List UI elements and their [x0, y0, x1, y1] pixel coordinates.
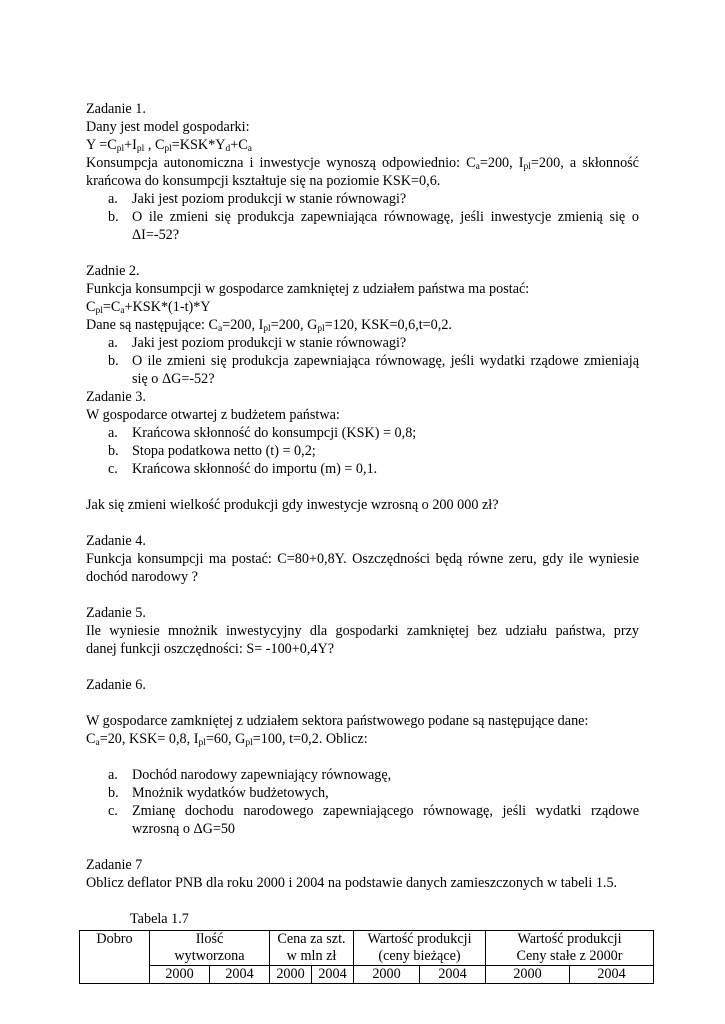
task-4-line-1: Funkcja konsumpcji ma postać: C=80+0,8Y. Oszczędności będą równe zeru, gdy ile wyniesie	[86, 551, 639, 567]
year-cell: 2004	[312, 966, 354, 984]
task-4-line-2: dochód narodowy ?	[86, 569, 198, 585]
task-6-item-c-cont: wzrosną o ΔG=50	[132, 821, 236, 837]
task-3-item-a: a. Krańcowa skłonność do konsumpcji (KSK) = 0,8;	[108, 425, 417, 441]
task-2-item-b-cont: się o ΔG=-52?	[132, 371, 215, 387]
task-3-item-b: b. Stopa podatkowa netto (t) = 0,2;	[108, 443, 316, 459]
table-header-row-2	[80, 948, 654, 966]
header-cena-1: Cena za szt.	[270, 931, 354, 949]
task-3-title: Zadanie 3.	[86, 389, 146, 405]
task-2-data: Dane są następujące: $C_a=200$, $I_{pl}=200$, $G_{pl}=120$, KSK=0,6,t=0,2.	[86, 317, 452, 334]
header-dobro: Dobro	[80, 931, 150, 984]
task-6-data: $C_a=20$, KSK= 0,8, $I_{pl}=60$, $G_{pl}=100$, t=0,2. Oblicz:	[86, 731, 368, 748]
header-wartosc-stale-1: Wartość produkcji	[486, 931, 654, 949]
year-cell: 2000	[354, 966, 420, 984]
task-1-description-line-2: krańcowa do konsumpcji kształtuje się na poziomie KSK=0,6.	[86, 173, 441, 189]
task-2-intro: Funkcja konsumpcji w gospodarce zamkniętej z udziałem państwa ma postać:	[86, 281, 530, 297]
task-6-item-b: b. Mnożnik wydatków budżetowych,	[108, 785, 329, 801]
task-7-title: Zadanie 7	[86, 857, 143, 873]
year-cell: 2000	[486, 966, 570, 984]
year-cell: 2000	[150, 966, 210, 984]
data-table	[79, 930, 654, 984]
task-5-line-1: Ile wyniesie mnożnik inwestycyjny dla gospodarki zamkniętej bez udziału państwa, przy	[86, 623, 639, 639]
task-1-item-a: a. Jaki jest poziom produkcji w stanie równowagi?	[108, 191, 407, 207]
task-1-description-line-1: Konsumpcja autonomiczna i inwestycje wynoszą odpowiednio: $C_a=200$, $I_{pl}=200$, a skłonność	[86, 155, 639, 172]
header-wartosc-biezace-2: (ceny bieżące)	[354, 948, 486, 966]
table-years-row	[80, 966, 654, 984]
header-cena-2: w mln zł	[270, 948, 354, 966]
task-2-title: Zadnie 2.	[86, 263, 140, 279]
task-2-consumption-function: $C_{pl}=C_a+KSK*(1-t)*Y$	[86, 299, 211, 316]
task-2-item-b: b. O ile zmieni się produkcja zapewniająca równowagę, jeśli wydatki rządowe zmieniają	[108, 353, 639, 369]
task-4-title: Zadanie 4.	[86, 533, 146, 549]
header-wartosc-biezace-1: Wartość produkcji	[354, 931, 486, 949]
header-wartosc-stale-2: Ceny stałe z 2000r	[486, 948, 654, 966]
task-3-question: Jak się zmieni wielkość produkcji gdy inwestycje wzrosną o 200 000 zł?	[86, 497, 499, 513]
task-5-line-2: danej funkcji oszczędności: S= -100+0,4Y?	[86, 641, 335, 657]
task-1-model-equation: $Y =C_{pl}+I_{pl}$ , $C_{pl}=KSK*Y_d+C_a$	[86, 137, 252, 154]
year-cell: 2004	[210, 966, 270, 984]
task-6-item-c: c. Zmianę dochodu narodowego zapewniającego równowagę, jeśli wydatki rządowe	[108, 803, 639, 819]
task-3-intro: W gospodarce otwartej z budżetem państwa:	[86, 407, 340, 423]
header-ilosc-1: Ilość	[150, 931, 270, 949]
header-ilosc-2: wytworzona	[150, 948, 270, 966]
task-6-item-a: a. Dochód narodowy zapewniający równowagę,	[108, 767, 392, 783]
year-cell: 2000	[270, 966, 312, 984]
task-6-intro: W gospodarce zamkniętej z udziałem sektora państwowego podane są następujące dane:	[86, 713, 589, 729]
task-3-item-c: c. Krańcowa skłonność do importu (m) = 0,1.	[108, 461, 378, 477]
task-7-line-1: Oblicz deflator PNB dla roku 2000 i 2004 na podstawie danych zamieszczonych w tabeli 1.5.	[86, 875, 618, 891]
task-1-item-b: b. O ile zmieni się produkcja zapewniająca równowagę, jeśli inwestycje zmienią się o	[108, 209, 639, 225]
task-1-intro: Dany jest model gospodarki:	[86, 119, 250, 135]
task-6-title: Zadanie 6.	[86, 677, 146, 693]
task-1-item-b-cont: ΔI=-52?	[132, 227, 180, 243]
table-caption: Tabela 1.7	[130, 911, 189, 927]
task-1-title: Zadanie 1.	[86, 101, 146, 117]
table-header-row-1	[80, 931, 654, 949]
task-2-item-a: a. Jaki jest poziom produkcji w stanie równowagi?	[108, 335, 407, 351]
task-5-title: Zadanie 5.	[86, 605, 146, 621]
year-cell: 2004	[570, 966, 654, 984]
year-cell: 2004	[420, 966, 486, 984]
